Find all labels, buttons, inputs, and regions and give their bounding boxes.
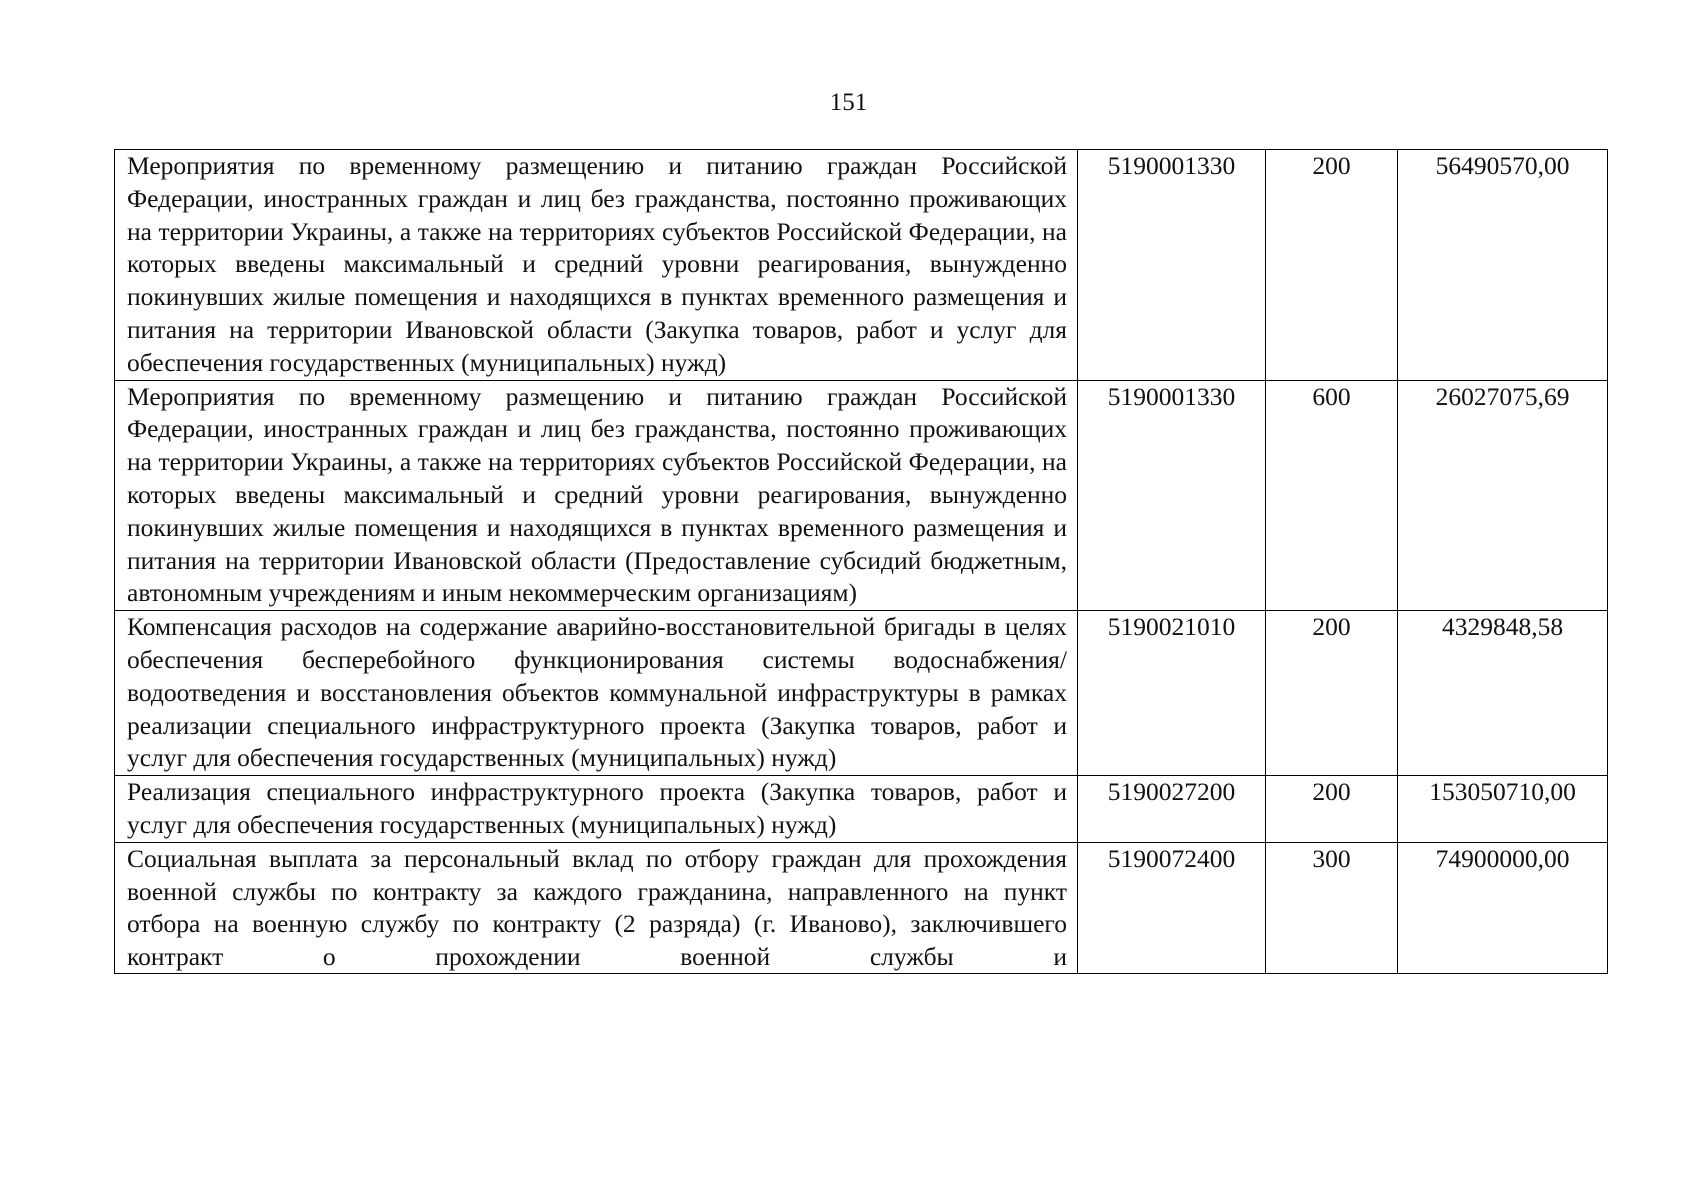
expense-description (115, 380, 1078, 611)
expense-description-text: Компенсация расходов на содержание аварийно-восстановительной бригады в целях обеспечения бесперебойного функционирования системы водоснабжения/водоотведения и восстановления объектов коммунальной инфраструктуры в рамках реализации специального инфраструктурного проекта (Закупка товаров, работ и услуг для обеспечения государственных (муниципальных) нужд) (127, 612, 1067, 773)
amount: 26027075,69 (1398, 380, 1608, 611)
table-row (115, 150, 1608, 381)
amount: 153050710,00 (1398, 776, 1608, 843)
target-code: 5190001330 (1078, 150, 1266, 381)
target-code: 5190027200 (1078, 776, 1266, 843)
expense-type-code: 200 (1266, 776, 1398, 843)
expense-type-code: 200 (1266, 150, 1398, 381)
expense-description-text: Реализация специального инфраструктурного проекта (Закупка товаров, работ и услуг для обеспечения государственных (муниципальных) нужд) (127, 777, 1067, 839)
expense-description (115, 150, 1078, 381)
page-number: 151 (829, 89, 868, 116)
target-code: 5190021010 (1078, 611, 1266, 776)
target-code: 5190001330 (1078, 380, 1266, 611)
expense-description-text: Мероприятия по временному размещению и питанию граждан Российской Федерации, иностранных граждан и лиц без гражданства, постоянно проживающих на территории Украины, а также на территориях субъектов Российской Федерации, на которых введены максимальный и средний уровни реагирования, вынужденно покинувших жилые помещения и находящихся в пунктах временного размещения и питания на территории Ивановской области (Предоставление субсидий бюджетным, автономным учреждениям и иным некоммерческим организациям) (127, 381, 1067, 608)
target-code: 5190072400 (1078, 842, 1266, 973)
expense-description-text: Социальная выплата за персональный вклад по отбору граждан для прохождения военной службы по контракту за каждого гражданина, направленного на пункт отбора на военную службу по контракту (2 разряда) (г. Иваново), заключившего контракт о прохождении военной службы и (127, 843, 1067, 972)
table-row (115, 842, 1608, 973)
amount: 56490570,00 (1398, 150, 1608, 381)
expense-description (115, 776, 1078, 843)
amount: 74900000,00 (1398, 842, 1608, 973)
expense-description (115, 842, 1078, 973)
table-row (115, 611, 1608, 776)
expense-type-code: 600 (1266, 380, 1398, 611)
expense-description (115, 611, 1078, 776)
budget-table (114, 149, 1608, 974)
table-row (115, 776, 1608, 843)
table-row (115, 380, 1608, 611)
expense-description-text: Мероприятия по временному размещению и питанию граждан Российской Федерации, иностранных граждан и лиц без гражданства, постоянно проживающих на территории Украины, а также на территориях субъектов Российской Федерации, на которых введены максимальный и средний уровни реагирования, вынужденно покинувших жилые помещения и находящихся в пунктах временного размещения и питания на территории Ивановской области (Закупка товаров, работ и услуг для обеспечения государственных (муниципальных) нужд) (127, 151, 1067, 377)
amount: 4329848,58 (1398, 611, 1608, 776)
expense-type-code: 300 (1266, 842, 1398, 973)
expense-type-code: 200 (1266, 611, 1398, 776)
